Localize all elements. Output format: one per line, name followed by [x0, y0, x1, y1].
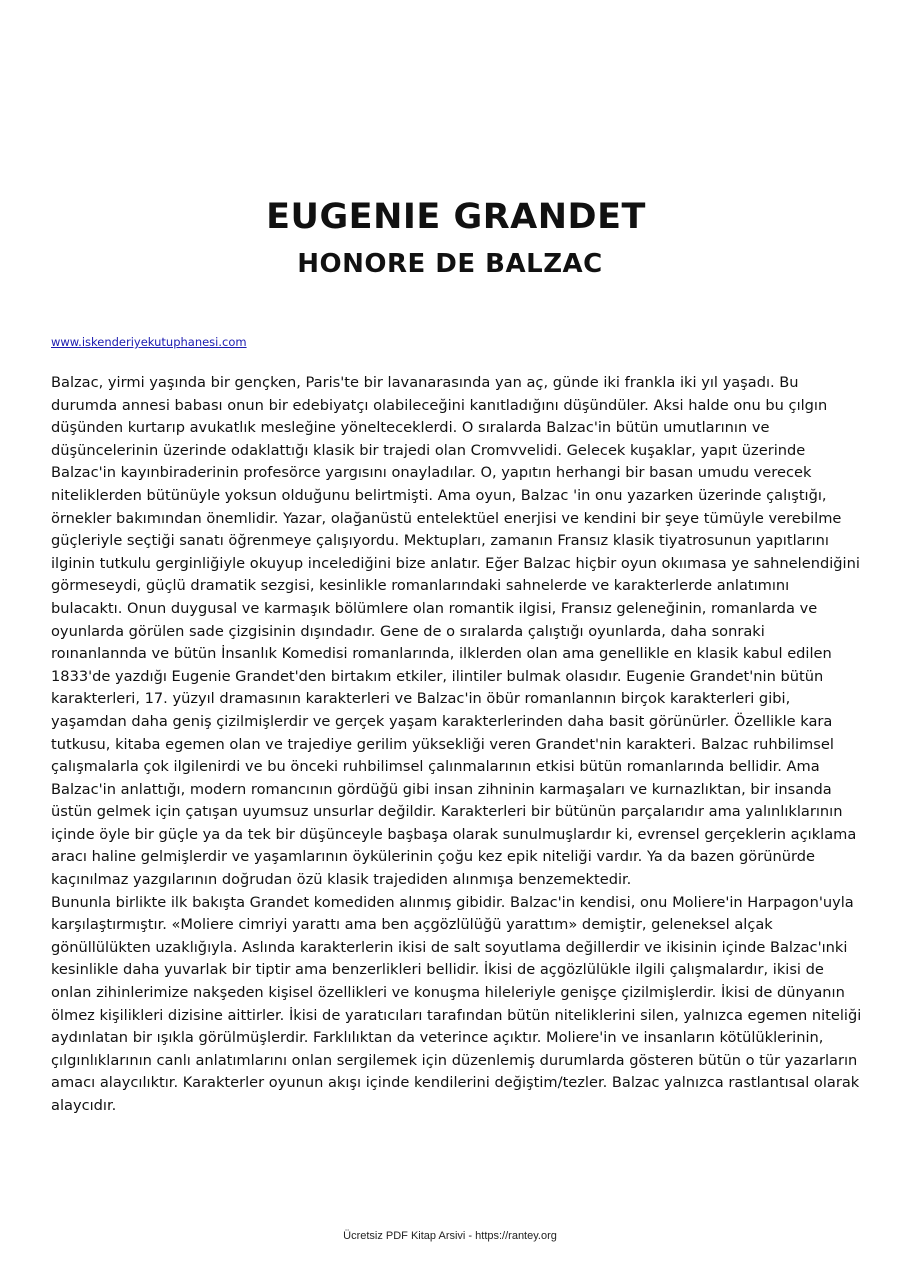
book-author: HONORE DE BALZAC — [297, 249, 603, 279]
paragraph: Bununla birlikte ilk bakışta Grandet komediden alınmış gibidir. Balzac'in kendisi, onu Moliere'in Harpagon'uyla karşılaştırmıştır. «Moliere cimriyi yarattı ama ben açgözlülüğü yarattım» demiştir, geleneksel alçak gönüllülükten uzaklığıyla. Aslında karakterlerin ikisi de salt soyutlama değillerdir ve ikisinin içinde Balzac'ınki kesinlikle daha yuvarlak bir tiptir ama benzerlikleri bellidir. İkisi de açgözlülükle ilgili çalışmalardır, ikisi de onlan zihinlerimize nakşeden kişisel özellikleri ve konuşma hileleriyle genişçe çizilmişlerdir. İkisi de dünyanın ölmez kişilikleri dizisine aittirler. İkisi de yaratıcıları tarafından bütün niteliklerini silen, yalnızca egemen niteliği aydınlatan bir ışıkla görülmüşlerdir. Farklılıktan da veterince açıktır. Moliere'in ve insanların kötülüklerinin, çılgınlıklarının canlı anlatımlarını onlan sergilemek için düzenlemiş durumlarda gösteren bütün o tür yazarların amacı alaycılıktır. Karakterler oyunun akışı içinde kendilerini değiştim/tezler. Balzac yalnızca rastlantısal olarak alaycıdır. — [51, 893, 862, 1114]
website-link[interactable]: www.iskenderiyekutuphanesi.com — [51, 335, 247, 349]
page-footer: Ücretsiz PDF Kitap Arsivi - https://rantey.org — [343, 1230, 557, 1242]
book-title: EUGENIE GRANDET — [266, 197, 646, 237]
body-text — [51, 372, 863, 1118]
paragraph: Balzac, yirmi yaşında bir gençken, Paris'te bir lavanarasında yan aç, günde iki frankla iki yıl yaşadı. Bu durumda annesi babası onun bir edebiyatçı olabileceğini kanıtladığını düşündüler. Aksi halde onu bu çılgın düşünden kurtarıp avukatlık mesleğine yönelteceklerdi. O sıralarda Balzac'in bütün umutlarının ve düşüncelerinin üzerinde odaklattığı klasik bir trajedi olan Cromvvelidi. Gelecek kuşaklar, yapıt üzerinde Balzac'in kayınbiraderinin profesörce yargısını onayladılar. O, yapıtın herhangi bir basan umudu verecek niteliklerden bütünüyle yoksun olduğunu belirtmişti. Ama oyun, Balzac 'in onu yazarken üzerinde çalıştığı, örnekler bakımından önemlidir. Yazar, olağanüstü entelektüel enerjisi ve kendini bir şeye tümüyle verebilme güçleriyle seçtiği sanatı öğrenmeye çalışıyordu. Mektupları, zamanın Fransız klasik tiyatrosunun yapıtlarını ilginin tutkulu gerginliğiyle okuyup incelediğini bize anlatır. Eğer Balzac hiçbir oyun okıımasa ye sahnelendiğini görmeseydi, güçlü dramatik sezgisi, kesinlikle romanlarındaki sahnelerde ve karakterlerde anlatımını bulacaktı. Onun duygusal ve karmaşık bölümlere olan romantik ilgisi, Fransız geleneğinin, romanlarda ve oyunlarda görülen sade çizgisinin dışındadır. Gene de o sıralarda çalıştığı oyunlarda, daha sonraki roınanlannda ve bütün İnsanlık Komedisi romanlarında, ilklerden olan ama genellikle en klasik kabul edilen 1833'de yazdığı Eugenie Grandet'den birtakım etkiler, ilintiler bulmak olasıdır. Eugenie Grandet'nin bütün karakterleri, 17. yüzyıl dramasının karakterleri ve Balzac'in öbür romanlannın birçok karakterleri gibi, yaşamdan daha geniş çizilmişlerdir ve gerçek yaşam karakterlerinden daha basit görünürler. Özellikle kara tutkusu, kitaba egemen olan ve trajediye gerilim yüksekliği veren Grandet'nin karakteri. Balzac ruhbilimsel çalışmalarla çok ilgilenirdi ve bu önceki ruhbilimsel çalınmalarının etkisi bütün romanlarında bellidir. Ama Balzac'in anlattığı, modern romancının gördüğü gibi insan zihninin karmaşaları ve kurnazlıktan, bir insanda üstün gelmek için çatışan uyumsuz unsurlar değildir. Karakterleri bir bütünün parçalarıdır ama yalınlıklarının içinde öyle bir güçle ya da tek bir düşünceyle başbaşa olarak sunulmuşlardır ki, evrensel gerçeklerin açıklama aracı haline gelmişlerdir ve yaşamlarının öykülerinin çoğu kez epik niteliği vardır. Ya da bazen görünürde kaçınılmaz yazgılarının doğrudan özü klasik trajediden alınmışa benzemektedir. — [51, 374, 860, 889]
